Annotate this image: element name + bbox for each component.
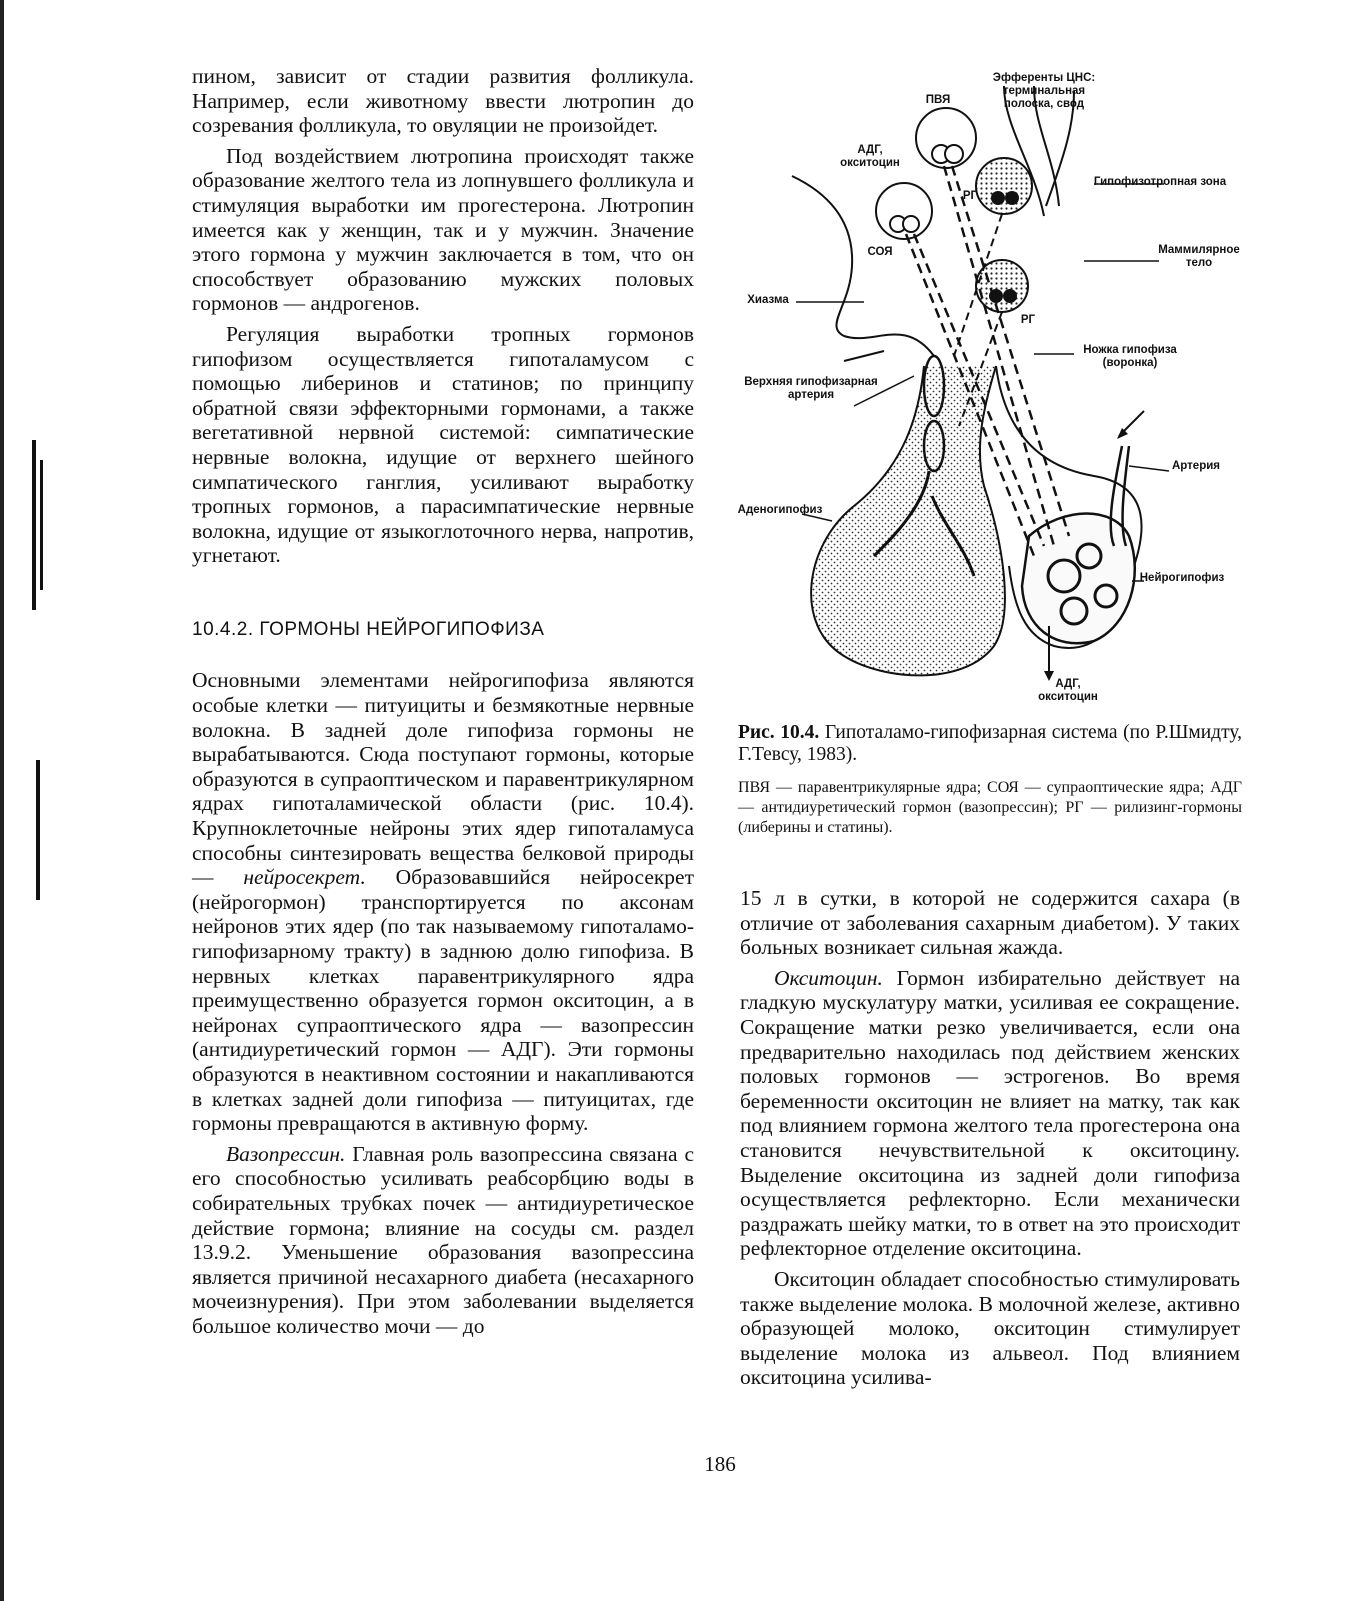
left-text-column xyxy=(192,64,694,1345)
label-hypophysiotropic-zone: Гипофизотропная зона xyxy=(1093,176,1227,188)
label-adenohypophysis: Аденогипофиз xyxy=(737,504,823,516)
label-efferents: Эфференты ЦНС: терминальная полоска, свод xyxy=(992,72,1096,110)
right-text-column xyxy=(740,886,1240,1396)
label-artery: Артерия xyxy=(1171,460,1220,472)
figure-hypothalamo-pituitary xyxy=(734,66,1254,716)
caption-text: Гипоталамо-гипофизарная система (по Р.Шмидту, Г.Тевсу, 1983). xyxy=(738,722,1243,765)
label-chiasm: Хиазма xyxy=(747,294,789,306)
label-pituitary-stalk: Ножка гипофиза (воронка) xyxy=(1083,344,1177,369)
paragraph: 15 л в сутки, в которой не содержится сахара (в отличие от заболевания сахарным диабетом). У таких больных возникает сильная жажда. xyxy=(740,886,1240,960)
label-soya: СОЯ xyxy=(867,246,893,258)
label-adg-top: АДГ, окситоцин xyxy=(840,144,900,169)
paragraph: Окситоцин обладает способностью стимулировать также выделение молока. В молочной железе, активно образующей молоко, окситоцин стимулирует выделение молока из альвеол. Под влиянием окситоцина усилива- xyxy=(740,1266,1240,1390)
paragraph: Основными элементами нейрогипофиза являются особые клетки — питуициты и безмякотные нервные волокна. В задней доле гипофиза гормоны не вырабатываются. Сюда поступают гормоны, которые образуются в супраоптическом и паравентрикулярном ядрах гипоталамической области (рис. 10.4). Крупноклеточные нейроны этих ядер гипоталамуса способны синтезировать вещества белковой природы — нейросекрет. Образовавшийся нейросекрет (нейрогормон) транспортируется по аксонам нейронов этих ядер (по так называемому гипоталамо-гипофизарному тракту) в заднюю долю гипофиза. В нервных клетках паравентрикулярного ядра преимущественно образуется гормон окситоцин, а в нейронах супраоптического ядра — вазопрессин (антидиуретический гормон — АДГ). Эти гормоны образуются в неактивном состоянии и накапливаются в клетках задней доли гипофиза — питуицитах, где гормоны превращаются в активную форму. xyxy=(192,668,694,1136)
label-neurohypophysis: Нейрогипофиз xyxy=(1139,572,1225,584)
label-adg-bottom: АДГ, окситоцин xyxy=(1038,678,1098,703)
label-superior-hypophyseal-artery: Верхняя гипофизарная артерия xyxy=(744,376,878,401)
paragraph: Регуляция выработки тропных гормонов гипофизом осуществляется гипоталамусом с помощью либеринов и статинов; по принципу обратной связи эффекторными гормонами, а также вегетативной нервной системой: симпатические нервные волокна, идущие от верхнего шейного симпатического ганглия, усиливают выработку тропных гормонов, а парасимпатические нервные волокна, идущие от языкоглоточного нерва, напротив, угнетают. xyxy=(192,321,694,568)
caption-label: Рис. 10.4. xyxy=(738,722,820,743)
label-mammillary-body: Маммилярное тело xyxy=(1158,244,1240,269)
label-rg-1: РГ xyxy=(962,190,978,202)
paragraph: Вазопрессин. Главная роль вазопрессина связана с его способностью усиливать реабсорбцию воды в собирательных трубках почек — антидиуретическое действие гормона; влияние на сосуды см. раздел 13.9.2. Уменьшение образования вазопрессина является причиной несахарного диабета (несахарного мочеизнурения). При этом заболевании выделяется большое количество мочи — до xyxy=(192,1141,694,1338)
label-rg-2: РГ xyxy=(1020,314,1036,326)
paragraph: Окситоцин. Гормон избирательно действует на гладкую мускулатуру матки, усиливая ее сокращение. Сокращение матки резко увеличивается, если она предварительно находилась под действием женских половых гормонов — эстрогенов. Во время беременности окситоцин не влияет на матку, так как под влиянием гормона желтого тела прогестерона она становится нечувствительной к окситоцину. Выделение окситоцина из задней доли гипофиза осуществляется рефлекторно. Если механически раздражать шейку матки, то в ответ на это происходит рефлекторное отделение окситоцина. xyxy=(740,965,1240,1261)
page-number: 186 xyxy=(704,1452,736,1476)
scan-edge-mark xyxy=(36,760,40,900)
figure-caption xyxy=(738,722,1242,766)
scan-edge-mark xyxy=(32,440,36,610)
scan-edge-mark xyxy=(0,0,4,1601)
paragraph: пином, зависит от стадии развития фолликула. Например, если животному ввести лютропин до созревания фолликула, то овуляции не произойдет. xyxy=(192,64,694,138)
paragraph: Под воздействием лютропина происходят также образование желтого тела из лопнувшего фолликула и стимуляция выработки им прогестерона. Лютропин имеется как у женщин, так и у мужчин. Значение этого гормона у мужчин заключается в том, что он способствует образованию мужских половых гормонов — андрогенов. xyxy=(192,143,694,316)
figure-legend: ПВЯ — паравентрикулярные ядра; СОЯ — супраоптические ядра; АДГ — антидиуретический гормон (вазопрессин); РГ — рилизинг-гормоны (либерины и статины). xyxy=(738,779,1242,836)
scan-edge-mark xyxy=(40,460,43,590)
section-heading: 10.4.2. ГОРМОНЫ НЕЙРОГИПОФИЗА xyxy=(192,618,545,640)
label-pvya: ПВЯ xyxy=(925,94,951,106)
